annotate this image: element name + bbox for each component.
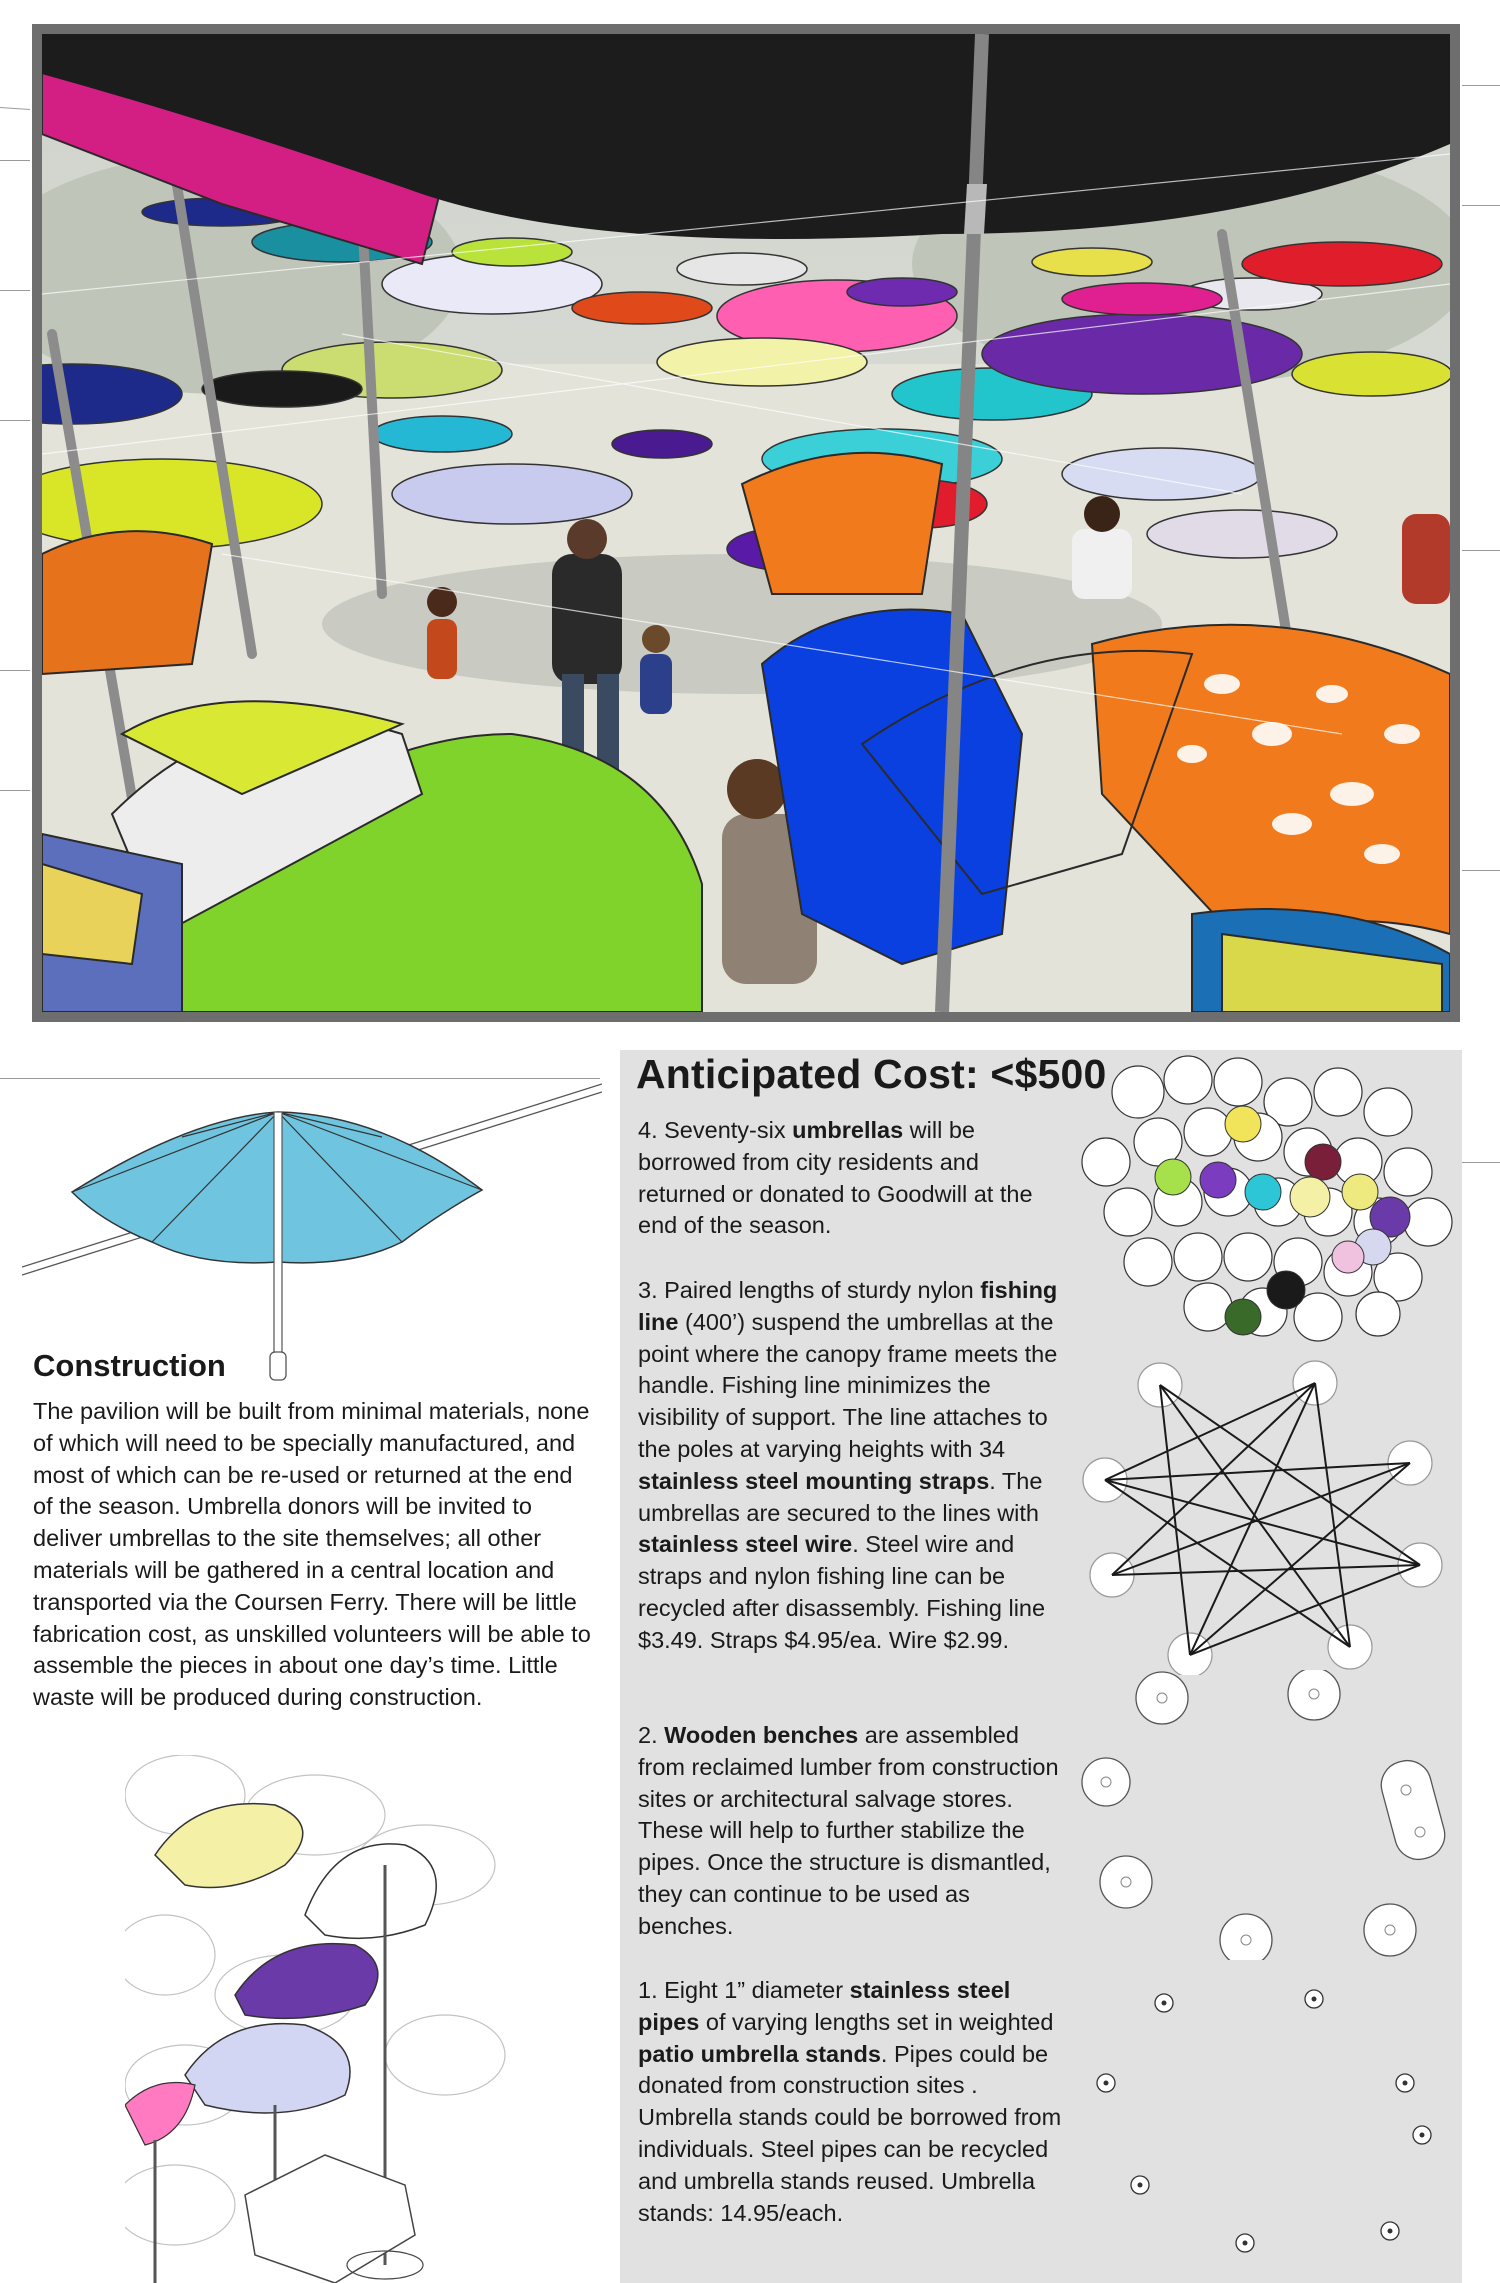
text-bold: Wooden benches <box>664 1722 859 1748</box>
umbrella-layout-plan <box>1078 1052 1458 1342</box>
step-4-umbrellas <box>638 1115 1068 1242</box>
text: 1. Eight 1” diameter <box>638 1977 850 2003</box>
step-2-benches <box>638 1720 1068 1943</box>
pipe-locations-plan <box>1080 1975 1460 2275</box>
construction-heading: Construction <box>33 1348 226 1383</box>
pavilion-rendering <box>32 24 1460 1022</box>
text: . The umbrellas are secured to the lines with <box>638 1467 1043 1526</box>
construction-description: The pavilion will be built from minimal materials, none of which will need to be specially manufactured, and most of which can be re-used or returned at the end of the season. Umbrella donors will be invited to deliver umbrellas to the site themselves; all other materials will be gathered in a central location and transported via the Coursen Ferry. There will be little fabrication cost, as unskilled volunteers will be able to assemble the pieces in about one day’s time. Little waste will be produced during construction. <box>33 1398 591 1711</box>
text-bold: stainless steel mounting straps <box>638 1467 990 1494</box>
text: 4. Seventy-six <box>638 1117 793 1143</box>
leader-line <box>0 790 30 791</box>
text: . Pipes could be donated from construction sites . Umbrella stands could be borrowed from individuals. Steel pipes can be recycled and umbrella stands reused. Umbrella stands: 14.95/each. <box>638 2040 1062 2226</box>
text-bold: stainless steel wire <box>638 1531 853 1558</box>
umbrella-detail-drawing <box>22 1062 602 1382</box>
umbrella-pavilion-illustration <box>42 34 1450 1012</box>
text: 2. <box>638 1722 665 1748</box>
leader-line <box>0 670 30 671</box>
step-1-pipes <box>638 1975 1068 2229</box>
leader-line <box>1462 550 1500 551</box>
leader-line <box>0 420 30 421</box>
text: will be borrowed from city residents and returned or donated to Goodwill at the end of the season. <box>638 1117 1033 1239</box>
text: . Steel wire and straps and nylon fishing line can be recycled after disassembly. Fishing line $3.49. Straps $4.95/ea. Wire $2.99. <box>638 1531 1046 1653</box>
leader-line <box>1462 870 1500 871</box>
leader-line <box>1462 205 1500 206</box>
anticipated-cost-heading: Anticipated Cost: <$500 <box>636 1051 1107 1097</box>
leader-line <box>1462 85 1500 86</box>
step-3-fishing-line <box>638 1275 1068 1657</box>
text-bold: umbrellas <box>792 1117 904 1143</box>
fishing-line-plan <box>1080 1355 1460 1675</box>
assembly-sketch <box>125 1755 575 2283</box>
text-bold: stainless steel pipes <box>638 1977 1011 2035</box>
leader-line <box>0 107 30 110</box>
leader-line <box>1462 1162 1500 1163</box>
bench-layout-plan <box>1080 1670 1460 1960</box>
text: of varying lengths set in weighted <box>699 2008 1054 2035</box>
text-bold: patio umbrella stands <box>638 2040 881 2067</box>
text: are assembled from reclaimed lumber from construction sites or architectural salvage stores. These will help to further stabilize the pipes. Once the structure is dismantled, they can continue to be used as benches. <box>638 1722 1059 1939</box>
text: 3. Paired lengths of sturdy nylon <box>638 1277 981 1303</box>
leader-line <box>0 290 30 291</box>
text: (400’) suspend the umbrellas at the point where the canopy frame meets the handle. Fishing line minimizes the visibility of support. The line attaches to the poles at varying heights with 34 <box>638 1308 1058 1462</box>
text-bold: fishing line <box>638 1277 1058 1335</box>
leader-line <box>0 160 30 161</box>
